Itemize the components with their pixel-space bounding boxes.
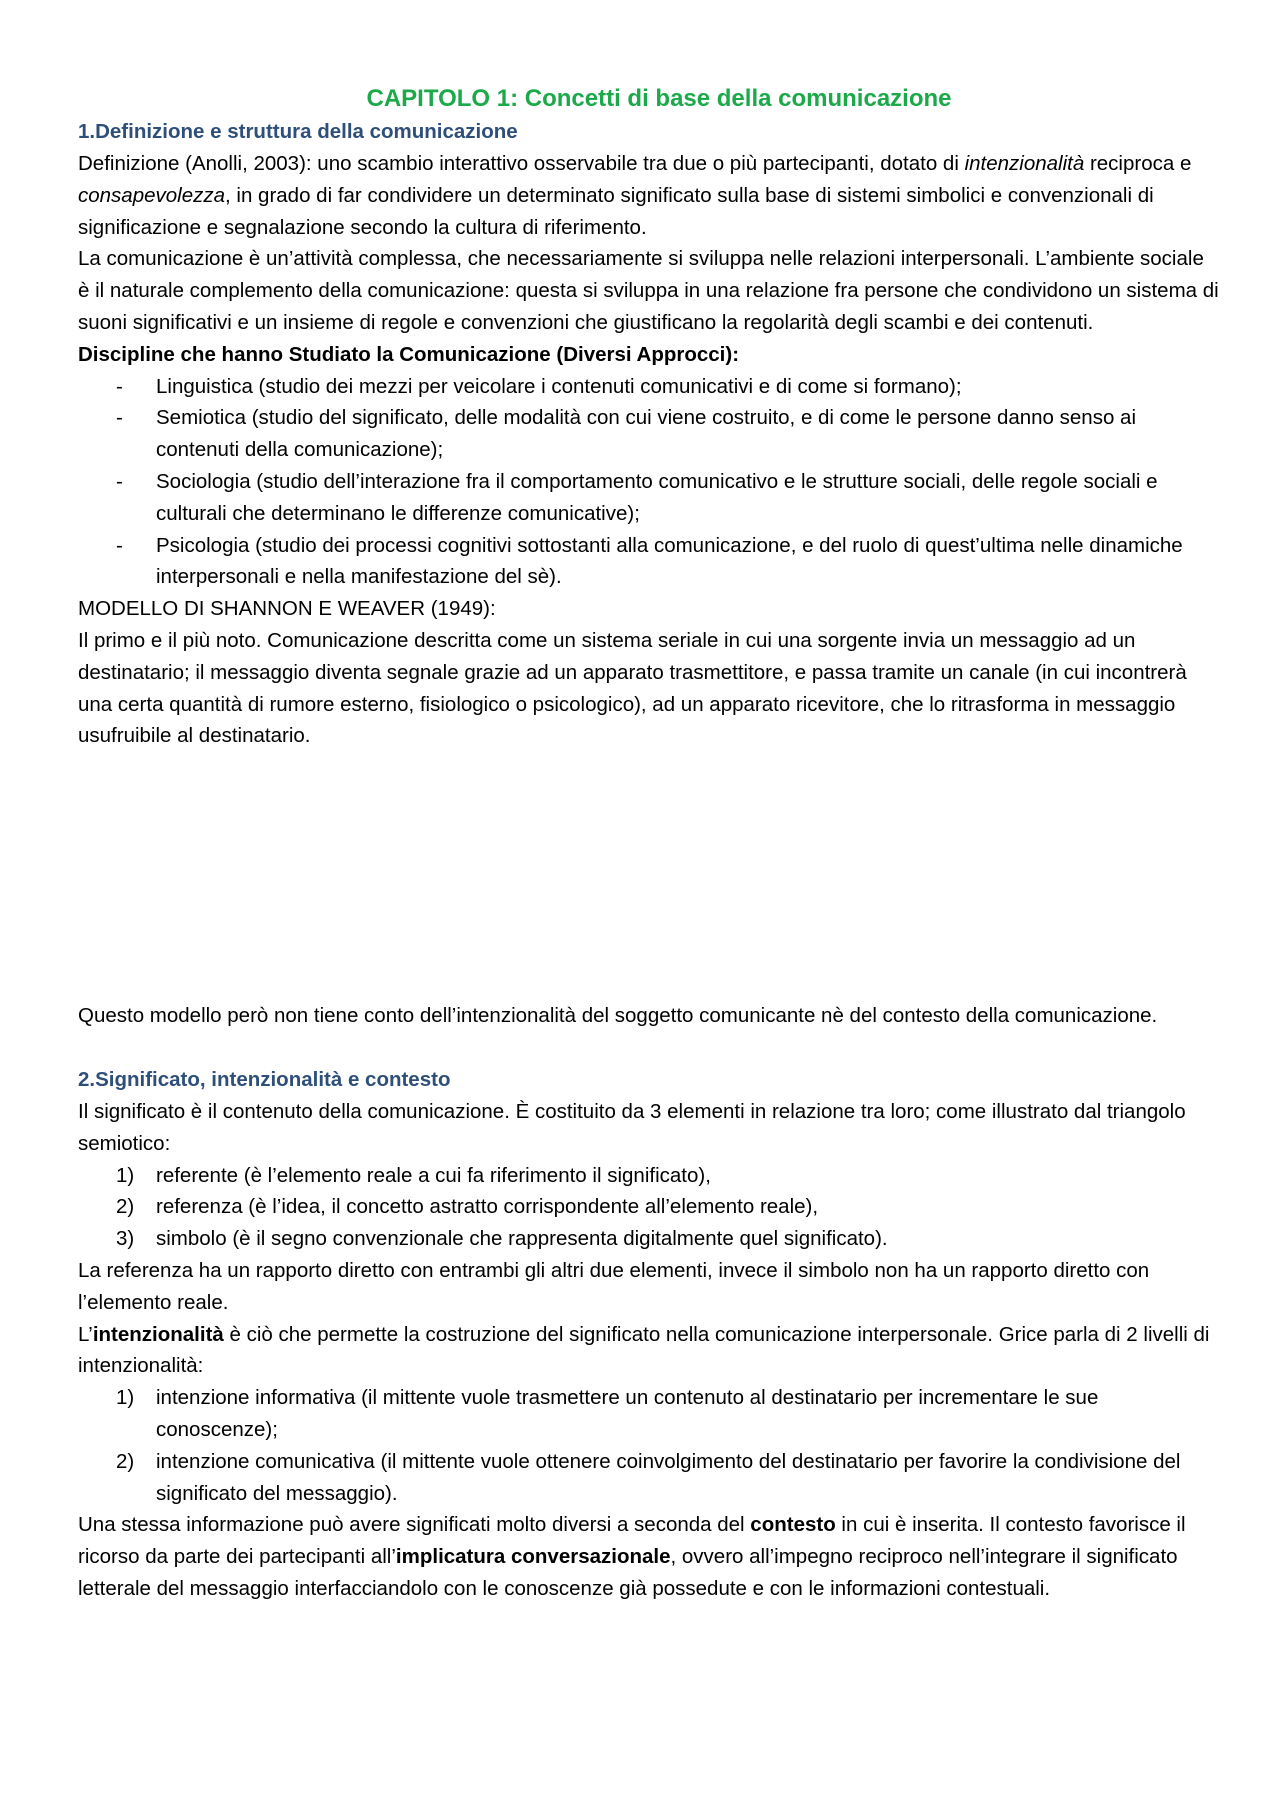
list-item: - Sociologia (studio dell’interazione fra il comportamento comunicativo e le strutture sociali, delle regole sociali e culturali che determinano le differenze comunicative); (116, 469, 1158, 525)
social-environment-paragraph: La comunicazione è un’attività complessa, che necessariamente si sviluppa nelle relazioni interpersonali. L’ambiente sociale è il naturale complemento della comunicazione: questa si sviluppa in una relazione fra persone che condividono un sistema di suoni significativi e un insieme di regole e convenzioni che giustificano la regolarità degli scambi e dei contenuti. (78, 247, 1219, 334)
list-item: - Linguistica (studio dei mezzi per veicolare i contenuti comunicativi e di come si formano); (116, 374, 962, 398)
intention-levels-list (78, 1382, 1220, 1509)
context-paragraph: Una stessa informazione può avere significati molto diversi a seconda del contesto in cui è inserita. Il contesto favorisce il ricorso da parte dei partecipanti all’implicatura conversazionale, ovvero all’impegno reciproco nell’integrare il significato letterale del messaggio interfacciandolo con le conoscenze già possedute e con le informazioni contestuali. (78, 1513, 1186, 1600)
disciplines-heading: Discipline che hanno Studiato la Comunicazione (Diversi Approcci): (78, 342, 740, 366)
model-limitation: Questo modello però non tiene conto dell’intenzionalità del soggetto comunicante nè del contesto della comunicazione. (78, 1004, 1158, 1028)
section-1-heading: 1.Definizione e struttura della comunicazione (78, 120, 518, 143)
intenzionalita-bold: intenzionalità (92, 1322, 224, 1346)
list-item: 1) referente (è l’elemento reale a cui fa riferimento il significato), (116, 1163, 711, 1187)
chapter-title: CAPITOLO 1: Concetti di base della comunicazione (366, 85, 952, 112)
section-2-heading: 2.Significato, intenzionalità e contesto (78, 1067, 451, 1091)
meaning-intro: Il significato è il contenuto della comunicazione. È costituito da 3 elementi in relazione tra loro; come illustrato dal triangolo semiotico: (78, 1099, 1186, 1155)
list-item: 3) simbolo (è il segno convenzionale che rappresenta digitalmente quel significato). (116, 1227, 888, 1251)
intenzionalita-italic: intenzionalità (964, 152, 1085, 175)
list-item: - Semiotica (studio del significato, delle modalità con cui viene costruito, e di come le persone danno senso ai contenuti della comunicazione); (116, 406, 1136, 462)
blank-line (78, 1032, 1220, 1064)
definition-paragraph: Definizione (Anolli, 2003): uno scambio interattivo osservabile tra due o più partecipanti, dotato di intenzionalità reciproca e consapevolezza, in grado di far condividere un determinato significato sulla base di sistemi simbolici e convenzionali di significazione e segnalazione secondo la cultura di riferimento. (78, 152, 1192, 239)
model-description: Il primo e il più noto. Comunicazione descritta come un sistema seriale in cui una sorgente invia un messaggio ad un destinatario; il messaggio diventa segnale grazie ad un apparato trasmettitore, e passa tramite un canale (in cui incontrerà una certa quantità di rumore esterno, fisiologico o psicologico), ad un apparato ricevitore, che lo ritrasforma in messaggio usufruibile al destinatario. (78, 628, 1187, 748)
semiotic-elements-list (78, 1160, 1220, 1255)
model-heading: MODELLO DI SHANNON E WEAVER (1949): (78, 597, 496, 621)
intentionality-paragraph: L’intenzionalità è ciò che permette la costruzione del significato nella comunicazione interpersonale. Grice parla di 2 livelli di intenzionalità: (78, 1322, 1210, 1378)
contesto-bold: contesto (750, 1513, 836, 1537)
relation-paragraph: La referenza ha un rapporto diretto con entrambi gli altri due elementi, invece il simbolo non ha un rapporto diretto con l’elemento reale. (78, 1258, 1150, 1314)
implicatura-bold: implicatura conversazionale (395, 1545, 671, 1569)
list-item: - Psicologia (studio dei processi cognitivi sottostanti alla comunicazione, e del ruolo di quest’ultima nelle dinamiche interpersonali e nella manifestazione del sè). (116, 533, 1183, 589)
list-item: 2) referenza (è l’idea, il concetto astratto corrispondente all’elemento reale), (116, 1195, 819, 1219)
list-item: 1) intenzione informativa (il mittente vuole trasmettere un contenuto al destinatario per incrementare le sue conoscenze); (116, 1386, 1099, 1441)
figure-placeholder (78, 752, 1220, 1000)
consapevolezza-italic: consapevolezza (78, 183, 226, 207)
disciplines-list (78, 371, 1220, 594)
list-item: 2) intenzione comunicativa (il mittente vuole ottenere coinvolgimento del destinatario per favorire la condivisione del significato del messaggio). (116, 1449, 1181, 1505)
